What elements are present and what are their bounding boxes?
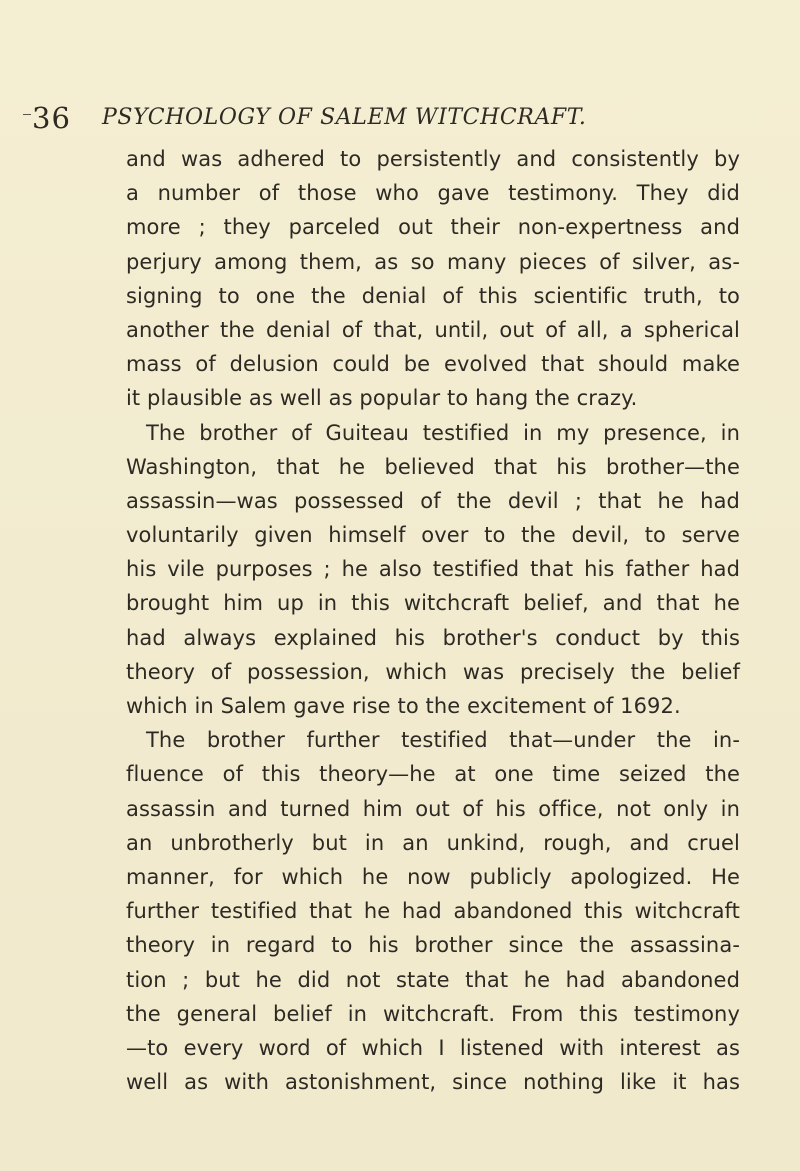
- margin-mark: [23, 114, 31, 115]
- text-line: had always explained his brother's conduct by this: [126, 625, 740, 650]
- text-line: voluntarily given himself over to the devil, to serve: [126, 523, 740, 548]
- text-line: which in Salem gave rise to the excitement of 1692.: [126, 694, 681, 718]
- text-line: an unbrotherly but in an unkind, rough, and cruel: [126, 830, 740, 855]
- text-line: manner, for which he now publicly apologized. He: [126, 864, 740, 889]
- text-line: well as with astonishment, since nothing like it has: [126, 1070, 740, 1095]
- text-line: fluence of this theory—he at one time seized the: [126, 762, 740, 787]
- page-number: 36: [32, 101, 71, 135]
- page-header: [32, 98, 752, 138]
- text-line: his vile purposes ; he also testified that his father had: [126, 557, 740, 582]
- text-line: The brother of Guiteau testified in my presence, in: [146, 420, 740, 445]
- running-title: PSYCHOLOGY OF SALEM WITCHCRAFT.: [102, 105, 587, 130]
- text-line: perjury among them, as so many pieces of silver, as-: [126, 249, 740, 274]
- body-text: [126, 142, 740, 1099]
- text-line: the general belief in witchcraft. From this testimony: [126, 1001, 740, 1026]
- text-line: The brother further testified that—under the in-: [146, 728, 740, 753]
- text-line: theory of possession, which was precisely the belief: [126, 659, 740, 684]
- text-line: a number of those who gave testimony. They did: [126, 181, 740, 206]
- text-line: tion ; but he did not state that he had abandoned: [126, 967, 740, 992]
- text-line: more ; they parceled out their non-expertness and: [126, 215, 740, 240]
- text-line: theory in regard to his brother since the assassina-: [126, 933, 740, 958]
- text-line: signing to one the denial of this scientific truth, to: [126, 283, 740, 308]
- text-line: assassin—was possessed of the devil ; that he had: [126, 488, 740, 513]
- text-line: another the denial of that, until, out of all, a spherical: [126, 317, 740, 342]
- text-line: —to every word of which I listened with interest as: [126, 1035, 740, 1060]
- text-line: further testified that he had abandoned this witchcraft: [126, 899, 740, 924]
- text-line: and was adhered to persistently and consistently by: [126, 147, 740, 171]
- text-line: Washington, that he believed that his brother—the: [126, 454, 740, 479]
- text-line: it plausible as well as popular to hang the crazy.: [126, 386, 638, 411]
- text-line: brought him up in this witchcraft belief, and that he: [126, 591, 740, 616]
- text-line: assassin and turned him out of his office, not only in: [126, 796, 740, 821]
- text-line: mass of delusion could be evolved that should make: [126, 352, 740, 377]
